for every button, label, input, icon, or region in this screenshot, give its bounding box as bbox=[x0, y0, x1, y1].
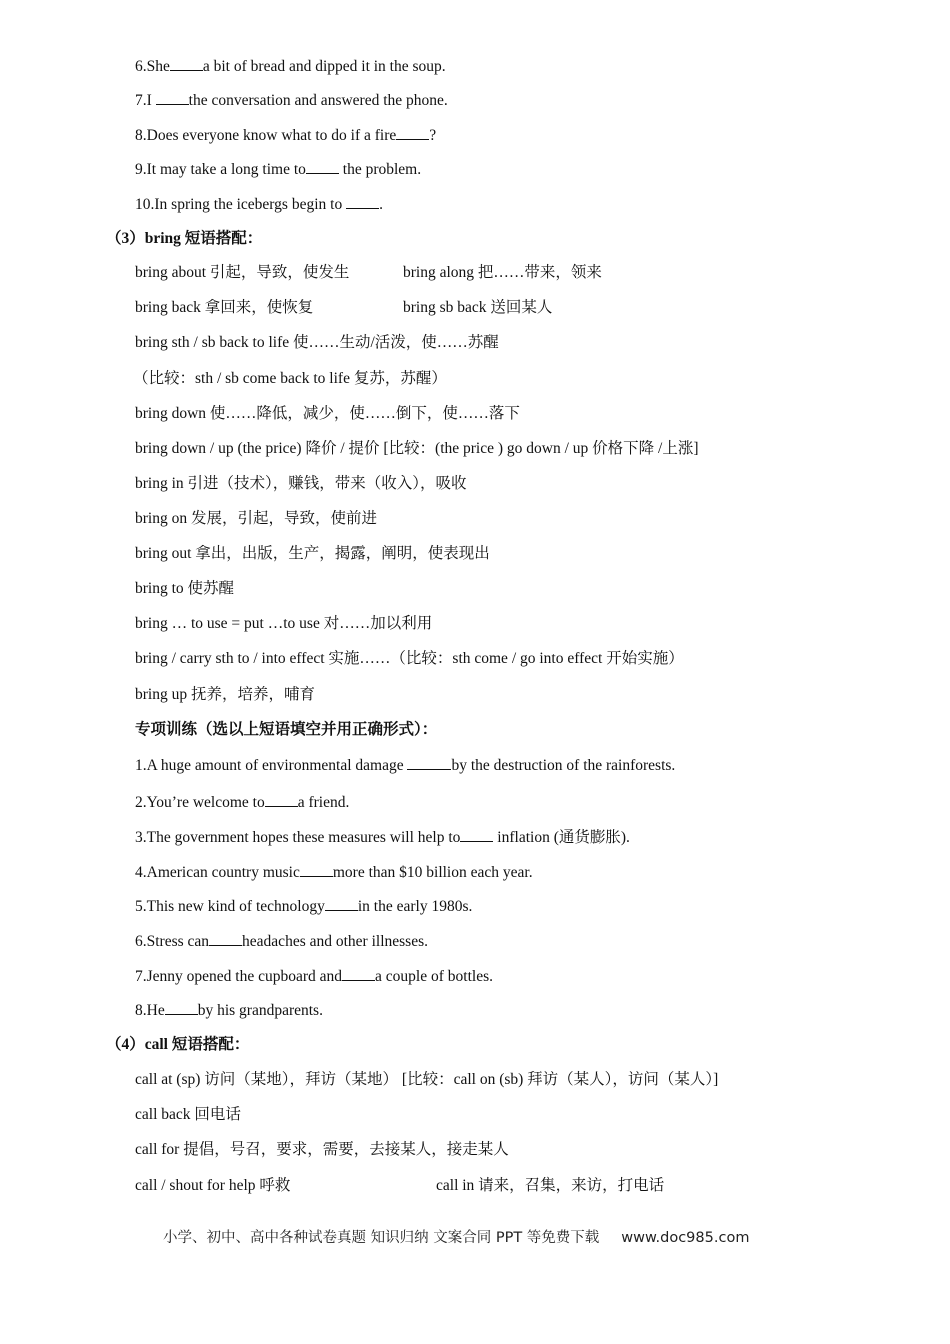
answer-blank bbox=[306, 159, 339, 174]
phrase-item: call in 请来，召集，来访，打电话 bbox=[436, 1177, 665, 1194]
exercise-line: 6.Stress can headaches and other illnesses. bbox=[135, 933, 428, 950]
answer-blank bbox=[346, 194, 379, 209]
exercise-line: 3.The government hopes these measures will help to inflation (通货膨胀). bbox=[135, 829, 630, 846]
phrase-item: bring down 使……降低，减少，使……倒下，使……落下 bbox=[135, 405, 520, 422]
answer-blank bbox=[209, 931, 242, 946]
exercise-line: 5.This new kind of technology in the early 1980s. bbox=[135, 898, 473, 915]
answer-blank bbox=[265, 792, 298, 807]
phrase-item: bring … to use = put …to use 对……加以利用 bbox=[135, 615, 433, 632]
exercise-line: 4.American country music more than $10 billion each year. bbox=[135, 864, 533, 881]
section-heading-bring: （3）bring 短语搭配： bbox=[106, 230, 263, 247]
page-footer bbox=[163, 1226, 749, 1247]
phrase-row bbox=[135, 298, 313, 318]
phrase-note: （比较：sth / sb come back to life 复苏，苏醒） bbox=[133, 370, 447, 387]
phrase-item: bring in 引进（技术），赚钱，带来（收入），吸收 bbox=[135, 475, 467, 492]
phrase-item: call back 回电话 bbox=[135, 1106, 241, 1123]
exercise-line: 1.A huge amount of environmental damage by the destruction of the rainforests. bbox=[135, 757, 676, 774]
exercise-line: 2.You’re welcome to a friend. bbox=[135, 794, 350, 811]
answer-blank bbox=[325, 896, 358, 911]
phrase-item: bring on 发展，引起，导致，使前进 bbox=[135, 510, 377, 527]
footer-url[interactable]: www.doc985.com bbox=[621, 1230, 750, 1246]
phrase-item: bring up 抚养，培养，哺育 bbox=[135, 686, 315, 703]
answer-blank bbox=[407, 755, 451, 770]
footer-text: 小学、初中、高中各种试卷真题 知识归纳 文案合同 PPT 等免费下载 bbox=[163, 1230, 600, 1246]
section-heading-call: （4）call 短语搭配： bbox=[106, 1036, 250, 1053]
phrase-item: bring down / up (the price) 降价 / 提价 [比较：(the price ) go down / up 价格下降 /上涨] bbox=[135, 440, 699, 457]
phrase-item: call for 提倡，号召，要求，需要，去接某人，接走某人 bbox=[135, 1141, 509, 1158]
exercise-line: 9.It may take a long time to the problem. bbox=[135, 161, 422, 178]
phrase-item: bring about 引起，导致，使发生 bbox=[135, 264, 350, 281]
answer-blank bbox=[396, 125, 429, 140]
phrase-item: bring along 把……带来，领来 bbox=[403, 264, 602, 281]
exercise-line: 6.She a bit of bread and dipped it in the soup. bbox=[135, 58, 446, 75]
exercise-line: 7.I the conversation and answered the phone. bbox=[135, 92, 448, 109]
phrase-item: bring sb back 送回某人 bbox=[403, 299, 553, 316]
answer-blank bbox=[165, 1000, 198, 1015]
phrase-item: call at (sp) 访问（某地），拜访（某地） [比较：call on (sb) 拜访（某人），访问（某人）] bbox=[135, 1071, 719, 1088]
practice-title: 专项训练（选以上短语填空并用正确形式）： bbox=[135, 721, 438, 738]
phrase-item: bring to 使苏醒 bbox=[135, 580, 235, 597]
phrase-item: bring out 拿出，出版，生产，揭露，阐明，使表现出 bbox=[135, 545, 490, 562]
phrase-item: bring back 拿回来，使恢复 bbox=[135, 299, 314, 316]
answer-blank bbox=[342, 966, 375, 981]
exercise-line: 8.He by his grandparents. bbox=[135, 1002, 323, 1019]
phrase-item: bring sth / sb back to life 使……生动/活泼，使……苏醒 bbox=[135, 334, 499, 351]
phrase-item: bring / carry sth to / into effect 实施……（比较：sth come / go into effect 开始实施） bbox=[135, 650, 684, 667]
phrase-item: call / shout for help 呼救 bbox=[135, 1177, 291, 1194]
exercise-line: 7.Jenny opened the cupboard and a couple of bottles. bbox=[135, 968, 493, 985]
answer-blank bbox=[170, 56, 203, 71]
phrase-row bbox=[135, 263, 349, 283]
exercise-line: 10.In spring the icebergs begin to . bbox=[135, 196, 383, 213]
answer-blank bbox=[300, 862, 333, 877]
exercise-line: 8.Does everyone know what to do if a fire ? bbox=[135, 127, 437, 144]
answer-blank bbox=[156, 90, 189, 105]
answer-blank bbox=[460, 827, 493, 842]
